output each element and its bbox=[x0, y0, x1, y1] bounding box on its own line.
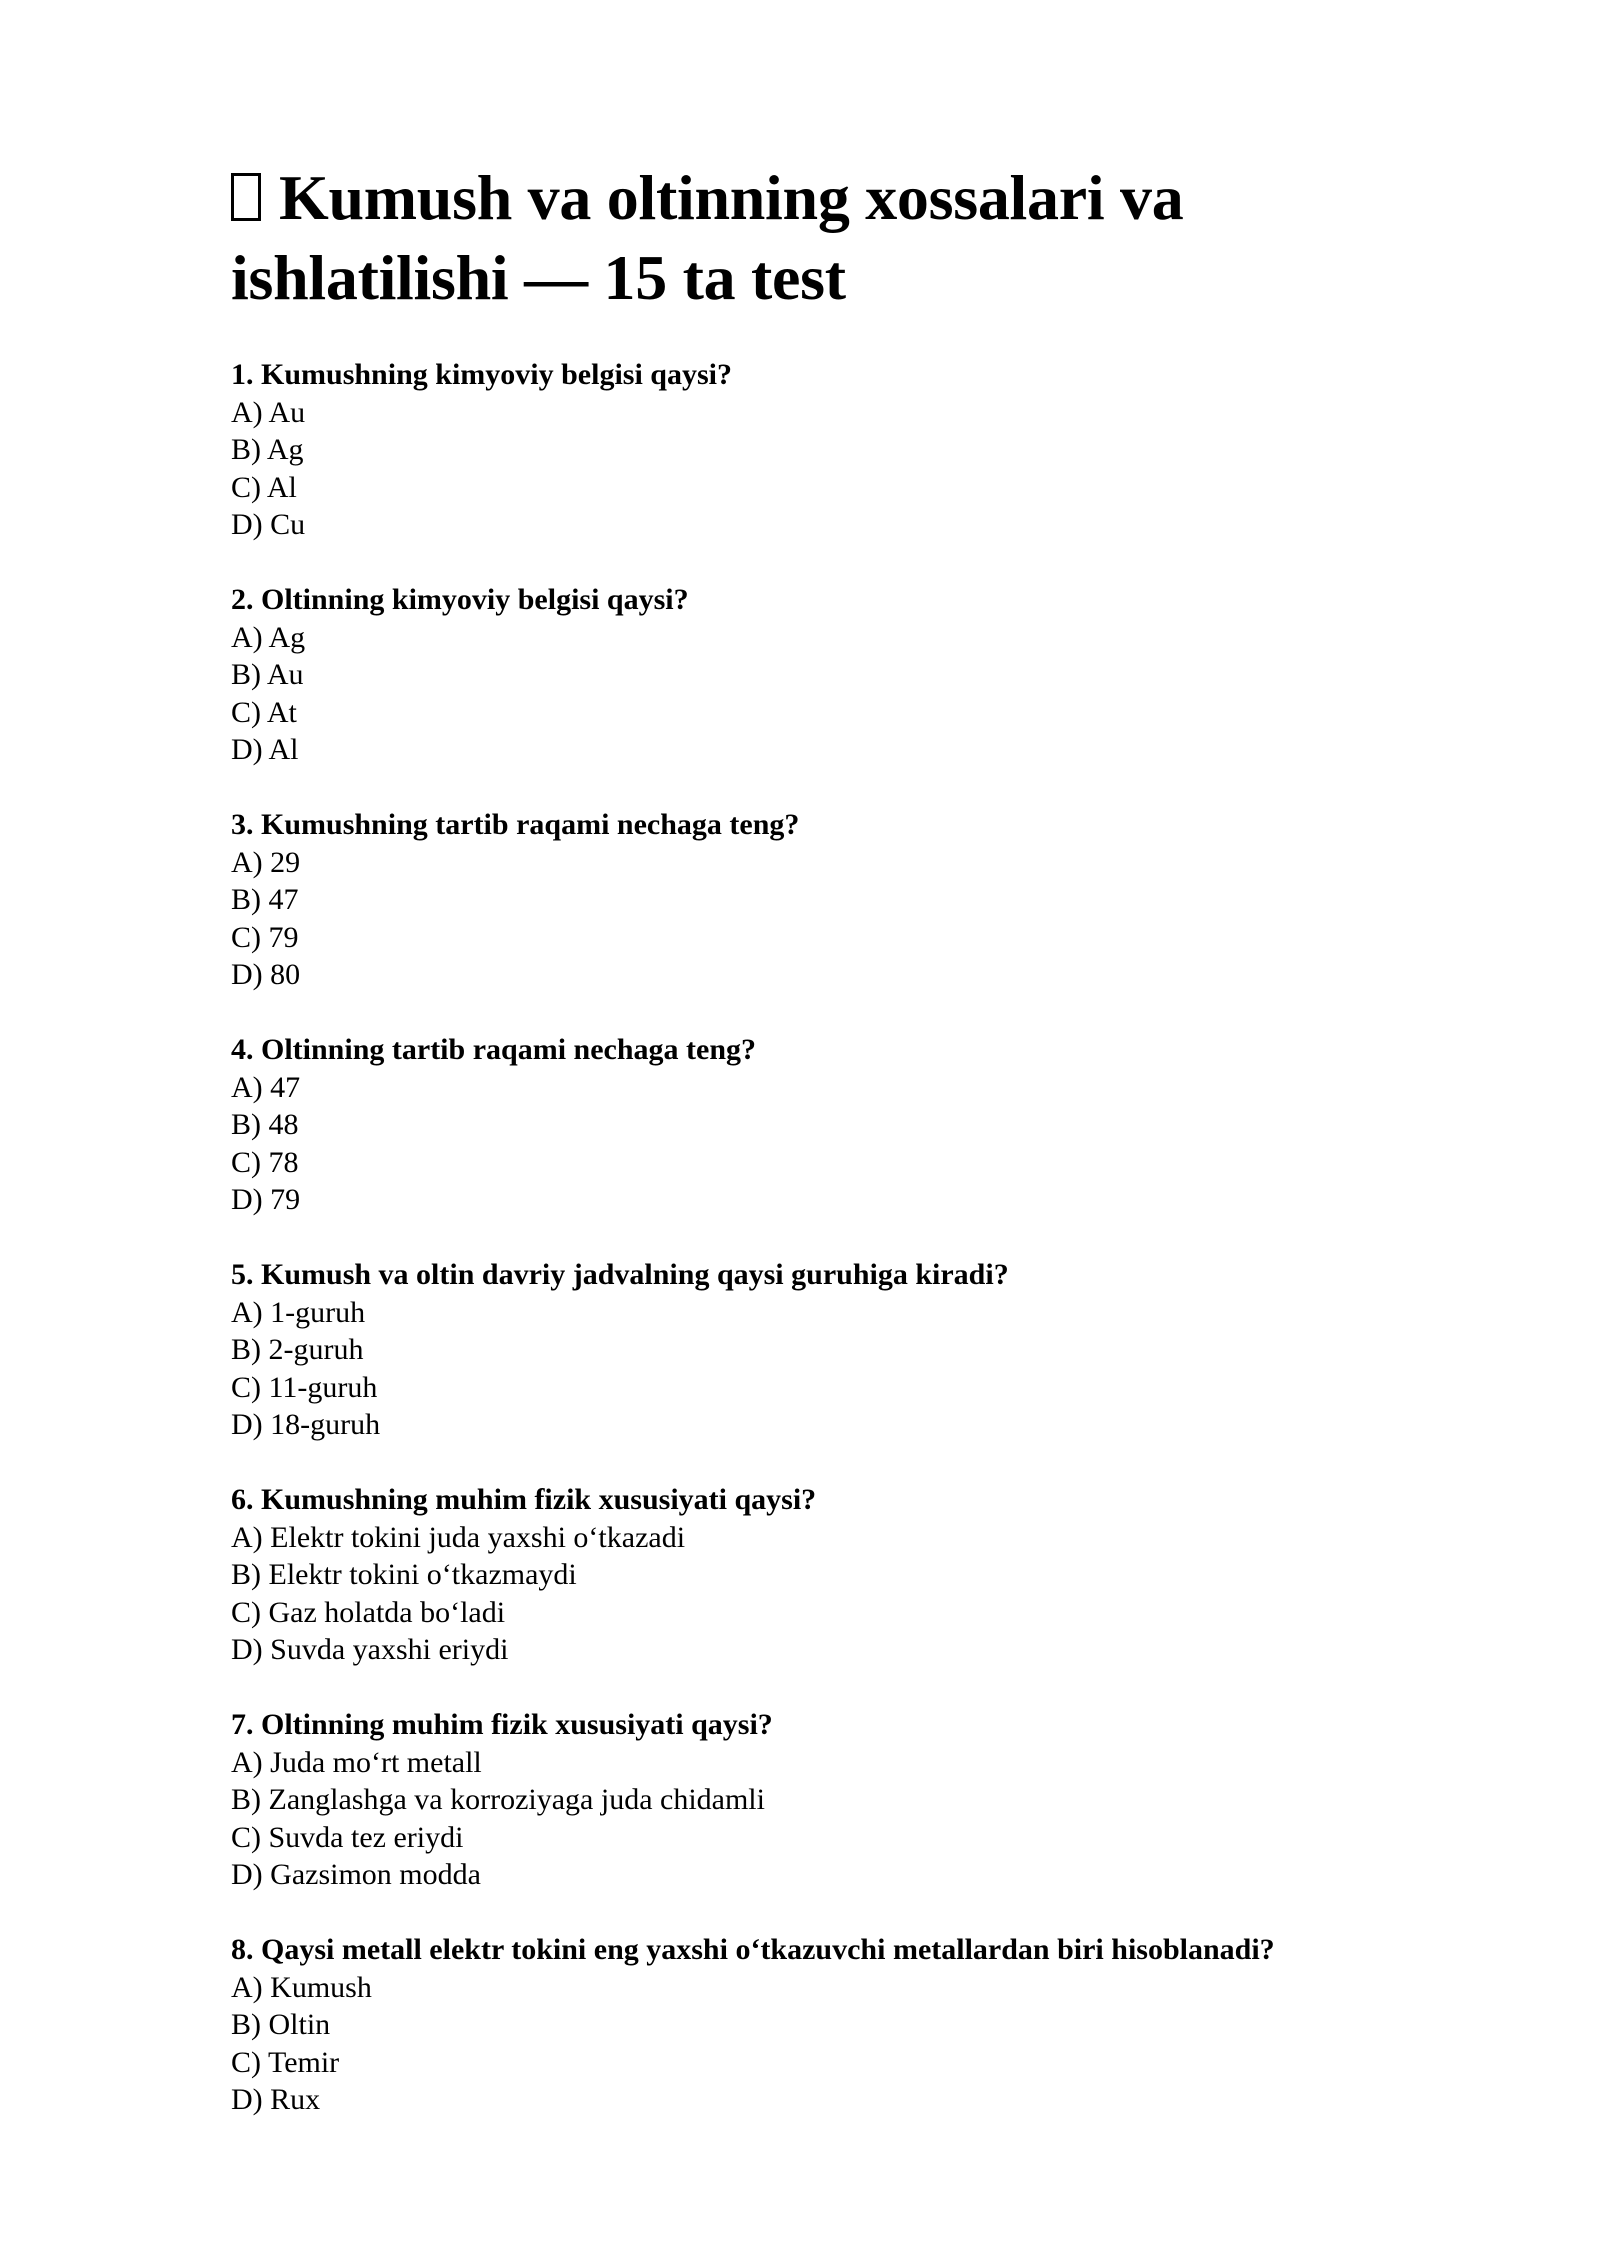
question-1 bbox=[231, 356, 1431, 544]
question-5 bbox=[231, 1256, 1431, 1444]
option-b: B) Au bbox=[231, 658, 304, 691]
question-6 bbox=[231, 1481, 1431, 1669]
option-d: D) Al bbox=[231, 733, 299, 766]
option-d: D) 18-guruh bbox=[231, 1408, 381, 1441]
option-a: A) 29 bbox=[231, 845, 301, 879]
option-b: B) 48 bbox=[231, 1108, 299, 1141]
question-4 bbox=[231, 1031, 1431, 1219]
option-c: C) 78 bbox=[231, 1145, 299, 1179]
question-3 bbox=[231, 806, 1431, 994]
question-text: 6. Kumushning muhim fizik xususiyati qaysi? bbox=[231, 1483, 817, 1516]
option-b: B) Ag bbox=[231, 433, 304, 466]
option-c: C) Al bbox=[231, 470, 297, 504]
option-a: A) Juda mo‘rt metall bbox=[231, 1745, 482, 1779]
option-b: B) Elektr tokini o‘tkazmaydi bbox=[231, 1558, 577, 1591]
option-c: C) 79 bbox=[231, 920, 299, 954]
question-text: 3. Kumushning tartib raqami nechaga teng? bbox=[231, 808, 800, 841]
option-d: D) Suvda yaxshi eriydi bbox=[231, 1633, 509, 1666]
option-d: D) Gazsimon modda bbox=[231, 1858, 481, 1891]
option-b: B) Oltin bbox=[231, 2008, 331, 2041]
option-a: A) Kumush bbox=[231, 1970, 372, 2004]
option-a: A) 47 bbox=[231, 1070, 301, 1104]
option-c: C) 11-guruh bbox=[231, 1370, 378, 1404]
option-a: A) Elektr tokini juda yaxshi o‘tkazadi bbox=[231, 1520, 686, 1554]
question-8 bbox=[231, 1931, 1431, 2119]
option-c: C) Gaz holatda bo‘ladi bbox=[231, 1595, 506, 1629]
document-page bbox=[231, 158, 1431, 2156]
question-text: 4. Oltinning tartib raqami nechaga teng? bbox=[231, 1033, 757, 1066]
option-c: C) Temir bbox=[231, 2045, 340, 2079]
option-d: D) Cu bbox=[231, 508, 306, 541]
question-text: 7. Oltinning muhim fizik xususiyati qaysi? bbox=[231, 1708, 773, 1741]
option-c: C) At bbox=[231, 695, 297, 729]
question-7 bbox=[231, 1706, 1431, 1894]
document-title-text: Kumush va oltinning xossalari va ishlatilishi — 15 ta test bbox=[231, 162, 1184, 313]
option-a: A) 1-guruh bbox=[231, 1295, 366, 1329]
option-c: C) Suvda tez eriydi bbox=[231, 1820, 464, 1854]
option-b: B) 2-guruh bbox=[231, 1333, 364, 1366]
question-text: 5. Kumush va oltin davriy jadvalning qaysi guruhiga kiradi? bbox=[231, 1258, 1009, 1291]
option-b: B) 47 bbox=[231, 883, 299, 916]
question-text: 2. Oltinning kimyoviy belgisi qaysi? bbox=[231, 583, 689, 616]
option-d: D) 79 bbox=[231, 1183, 301, 1216]
missing-glyph-icon bbox=[231, 173, 261, 221]
option-b: B) Zanglashga va korroziyaga juda chidamli bbox=[231, 1783, 765, 1816]
document-title bbox=[231, 158, 1431, 318]
option-d: D) 80 bbox=[231, 958, 301, 991]
option-d: D) Rux bbox=[231, 2083, 321, 2116]
option-a: A) Ag bbox=[231, 620, 306, 654]
option-a: A) Au bbox=[231, 395, 306, 429]
question-2 bbox=[231, 581, 1431, 769]
question-text: 8. Qaysi metall elektr tokini eng yaxshi o‘tkazuvchi metallardan biri hisoblanadi? bbox=[231, 1933, 1275, 1966]
question-text: 1. Kumushning kimyoviy belgisi qaysi? bbox=[231, 358, 732, 391]
